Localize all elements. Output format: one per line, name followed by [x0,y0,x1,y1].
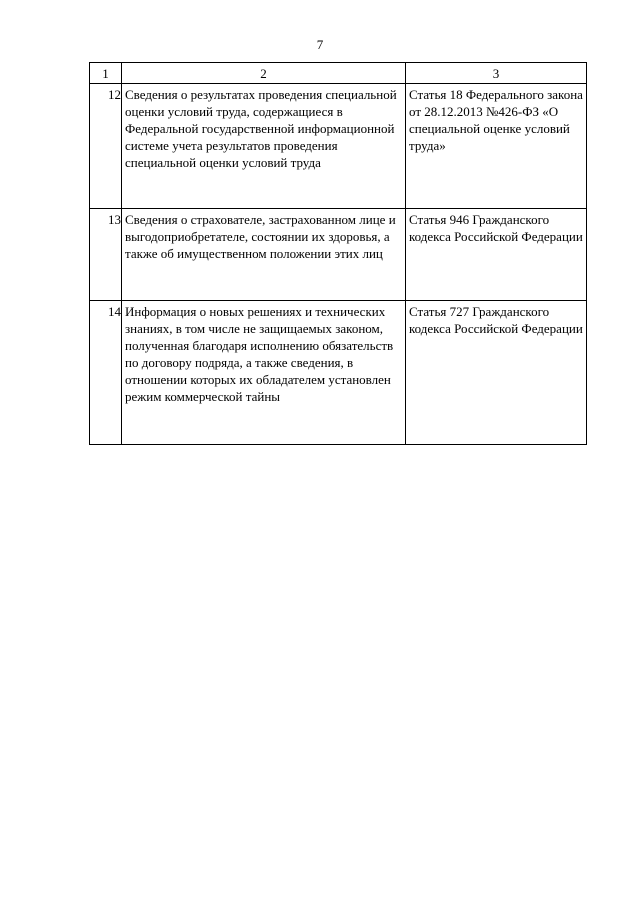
row-legal-reference: Статья 727 Гражданского кодекса Российской Федерации [406,301,587,445]
row-number: 13 [90,209,122,301]
row-number: 12 [90,84,122,209]
document-table [89,62,587,445]
column-header-3: 3 [406,63,587,84]
column-header-2: 2 [122,63,406,84]
page-number: 7 [316,37,324,52]
row-legal-reference: Статья 946 Гражданского кодекса Российской Федерации [406,209,587,301]
table-row [90,209,587,301]
row-description: Сведения о результатах проведения специальной оценки условий труда, содержащиеся в Федеральной государственной информационной системе учета результатов проведения специальной оценки условий труда [122,84,406,209]
row-legal-reference: Статья 18 Федерального закона от 28.12.2013 №426-ФЗ «О специальной оценке условий труда» [406,84,587,209]
table-header-row [90,63,587,84]
row-description: Информация о новых решениях и технических знаниях, в том числе не защищаемых законом, полученная благодаря исполнению обязательств по договору подряда, а также сведения, в отношении которых их обладателем установлен режим коммерческой тайны [122,301,406,445]
table-row [90,84,587,209]
row-number: 14 [90,301,122,445]
row-description: Сведения о страхователе, застрахованном лице и выгодоприобретателе, состоянии их здоровья, а также об имущественном положении этих лиц [122,209,406,301]
column-header-1: 1 [90,63,122,84]
table-row [90,301,587,445]
